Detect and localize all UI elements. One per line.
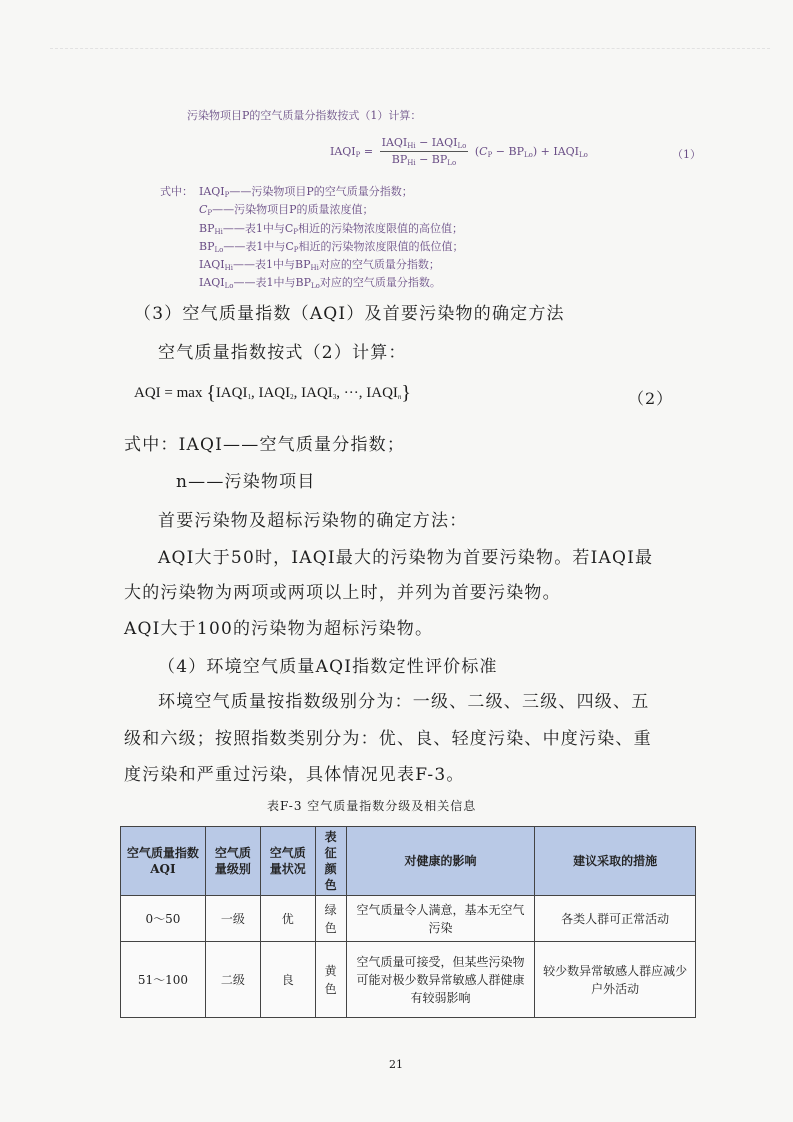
- cell-aqi-range: 51～100: [121, 942, 206, 1018]
- cell-status: 良: [260, 942, 315, 1018]
- para3-line1: 环境空气质量按指数级别分为：一级、二级、三级、四级、五: [158, 692, 650, 712]
- header-level: 空气质量级别: [205, 827, 260, 896]
- cell-color: 黄色: [315, 942, 346, 1018]
- table-row: [121, 896, 696, 942]
- cell-aqi-range: 0～50: [121, 896, 206, 942]
- header-status: 空气质量状况: [260, 827, 315, 896]
- method-title: 首要污染物及超标污染物的确定方法：: [158, 511, 468, 531]
- var-c-p: $C_P——$污染物项目P的质量浓度值；: [199, 203, 374, 217]
- equation-1-number: （1）: [672, 148, 701, 161]
- table-header-row: [121, 827, 696, 896]
- para2: AQI大于100的污染物为超标污染物。: [124, 619, 434, 639]
- cell-level: 二级: [205, 942, 260, 1018]
- header-rule: [50, 48, 770, 49]
- para1-line2: 大的污染物为两项或两项以上时，并列为首要污染物。: [124, 583, 561, 603]
- header-health-effect: 对健康的影响: [346, 827, 535, 896]
- var-iaqi-p: $IAQI_P——$污染物项目P的空气质量分指数；: [199, 185, 413, 199]
- equation-2: AQI = $\max \{IAQI_1$, $IAQI_2$, $IAQI_3$, ···, $IAQI_n$}: [134, 382, 412, 404]
- var-bp-lo: $BP_{Lo}——$表1中与$C_P$相近的污染物浓度限值的低位值；: [199, 240, 464, 254]
- def-n: n——污染物项目: [176, 472, 316, 492]
- table-row: [121, 942, 696, 1018]
- header-aqi: 空气质量指数AQI: [121, 827, 206, 896]
- para3-line2: 级和六级；按照指数类别分为：优、良、轻度污染、中度污染、重: [124, 729, 652, 749]
- para3-line3: 度污染和严重过污染，具体情况见表F-3。: [124, 765, 465, 785]
- formula2-intro: 空气质量指数按式（2）计算：: [158, 343, 407, 363]
- page-number: 21: [389, 1058, 403, 1071]
- cell-measures: 较少数异常敏感人群应减少户外活动: [535, 942, 696, 1018]
- para1-line1: AQI大于50时，IAQI最大的污染物为首要污染物。若IAQI最: [158, 548, 654, 568]
- header-color: 表征颜色: [315, 827, 346, 896]
- cell-measures: 各类人群可正常活动: [535, 896, 696, 942]
- def-aqi: 式中：IAQI——空气质量分指数；: [124, 435, 406, 455]
- section-4-title: （4）环境空气质量AQI指数定性评价标准: [158, 657, 498, 677]
- cell-health-effect: 空气质量可接受，但某些污染物可能对极少数异常敏感人群健康有较弱影响: [346, 942, 535, 1018]
- equation-1: $IAQI_P$ = $\frac{IAQI_{Hi} - IAQI_{Lo}}{BP_{Hi} - BP_{Lo}}$ $(C_P - BP_{Lo})$ + $IAQI_{Lo}$: [330, 136, 588, 167]
- cell-health-effect: 空气质量令人满意，基本无空气污染: [346, 896, 535, 942]
- var-bp-hi: $BP_{Hi}——$表1中与$C_P$相近的污染物浓度限值的高位值；: [199, 222, 463, 236]
- cell-level: 一级: [205, 896, 260, 942]
- vars-prefix: 式中：: [160, 185, 193, 198]
- cell-color: 绿色: [315, 896, 346, 942]
- equation-2-number: （2）: [628, 389, 674, 408]
- formula1-intro: 污染物项目P的空气质量分指数按式（1）计算：: [187, 109, 422, 122]
- cell-status: 优: [260, 896, 315, 942]
- section-3-title: （3）空气质量指数（AQI）及首要污染物的确定方法: [134, 304, 565, 324]
- table-caption: 表F-3 空气质量指数分级及相关信息: [267, 799, 477, 813]
- header-recommended-measures: 建议采取的措施: [535, 827, 696, 896]
- var-iaqi-hi: $IAQI_{Hi}——$表1中与$BP_{Hi}$对应的空气质量分指数；: [199, 258, 440, 272]
- aqi-table: [120, 826, 696, 1018]
- var-iaqi-lo: $IAQI_{Lo}——$表1中与$BP_{Lo}$对应的空气质量分指数。: [199, 276, 441, 290]
